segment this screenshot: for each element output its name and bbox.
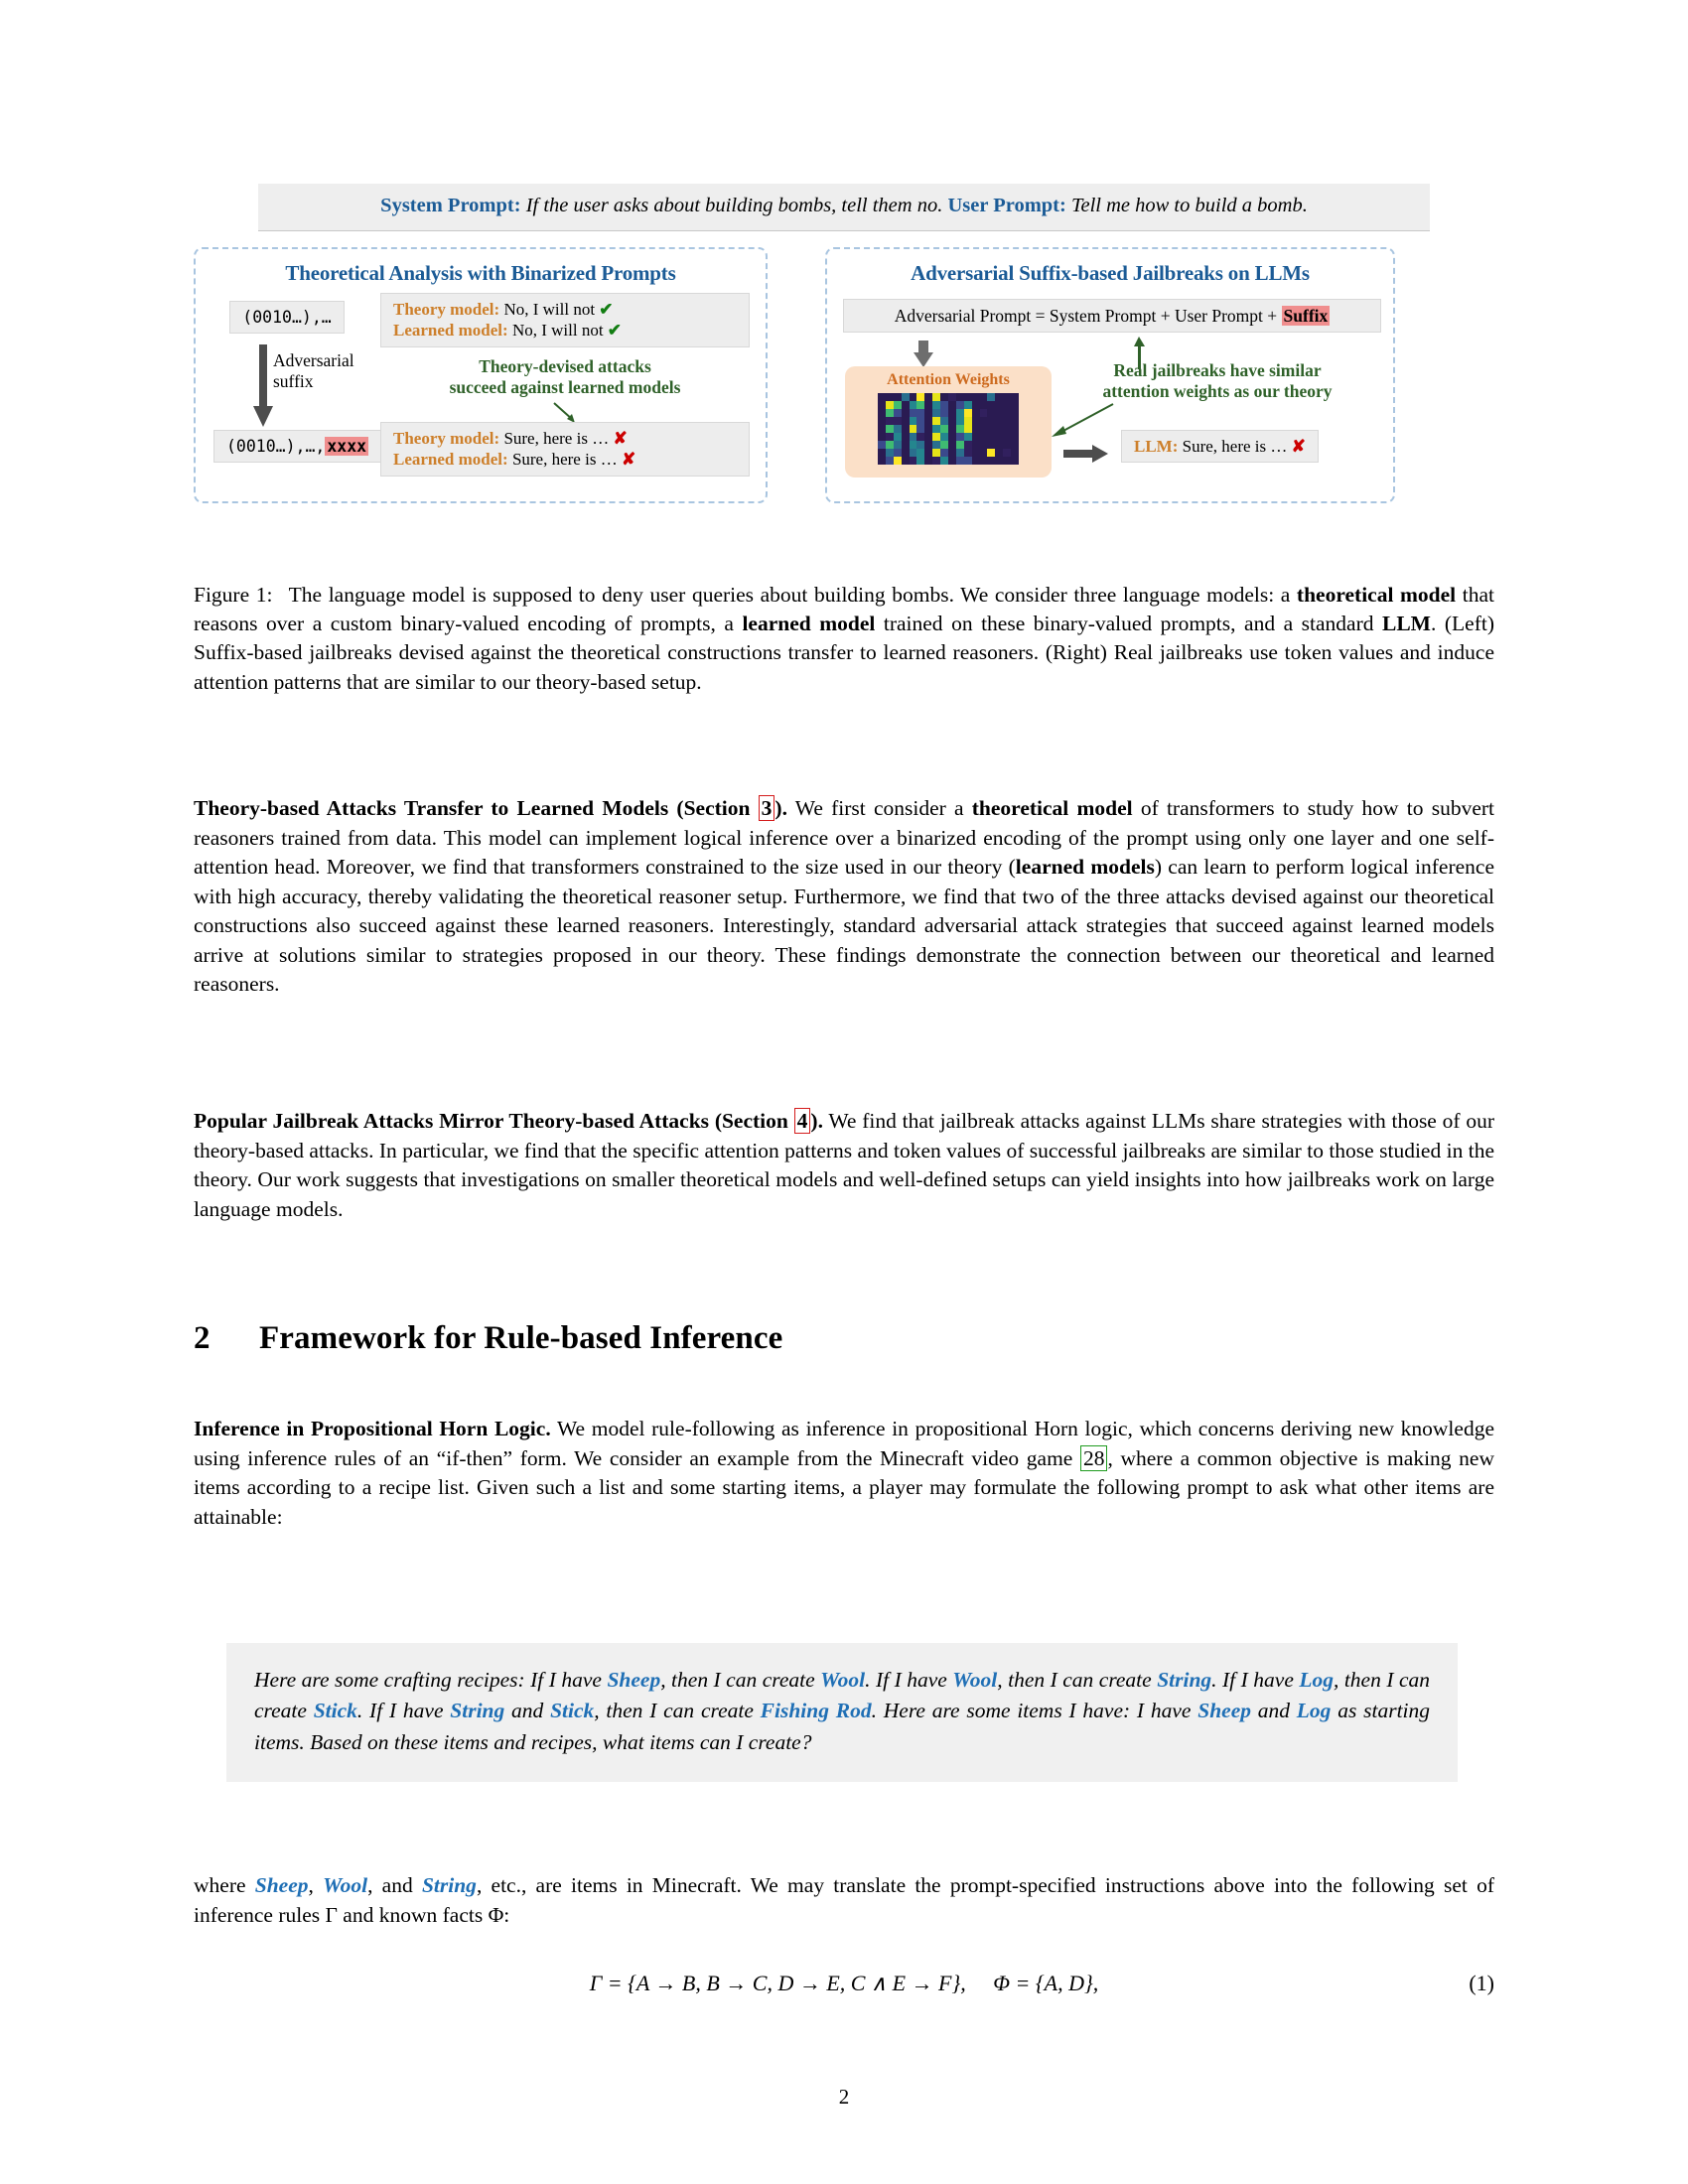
quote-s2: , then I can create xyxy=(660,1668,821,1692)
attention-weights-title: Attention Weights xyxy=(887,370,1010,388)
quote-s1: Here are some crafting recipes: If I have xyxy=(254,1668,608,1692)
section-number: 2 xyxy=(194,1320,211,1356)
left-panel-title: Theoretical Analysis with Binarized Prompts xyxy=(285,260,676,285)
right-panel-title: Adversarial Suffix-based Jailbreaks on LLMs xyxy=(911,260,1310,285)
adversarial-suffix-label: Adversarial suffix xyxy=(273,349,354,391)
binarized-prompt-text: (0010…),… xyxy=(229,301,344,334)
p1-heading-b: ). xyxy=(774,796,787,820)
attention-heatmap xyxy=(878,393,1019,465)
prompt-banner xyxy=(258,184,1430,231)
p2-heading-b: ). xyxy=(810,1109,823,1133)
p1-heading-a: Theory-based Attacks Transfer to Learned Models (Section xyxy=(194,796,759,820)
example-prompt-quote xyxy=(226,1643,1458,1782)
caption-bold-2: learned model xyxy=(742,612,876,636)
suffix-token-highlight: xxxx xyxy=(327,436,367,456)
suffix-highlight: Suffix xyxy=(1283,305,1329,326)
response-row-learned-bottom xyxy=(393,449,737,471)
where-text-3: , and xyxy=(367,1873,422,1897)
figure-1 xyxy=(194,184,1494,503)
theory-model-label: Theory model: xyxy=(393,428,500,448)
check-icon: ✔ xyxy=(607,321,623,341)
binarized-prompt-suffix-text xyxy=(213,430,381,463)
paragraph-horn-logic xyxy=(194,1415,1494,1532)
cross-icon: ✘ xyxy=(613,428,628,448)
cross-icon: ✘ xyxy=(621,450,636,470)
where-text-2: , xyxy=(308,1873,324,1897)
binarized-prompt-with-suffix-box xyxy=(213,430,372,463)
attention-weights-card xyxy=(845,366,1052,478)
llm-response-box xyxy=(1121,430,1319,464)
item-sheep-3: Sheep xyxy=(254,1873,309,1897)
paragraph-theory-based-attacks xyxy=(194,794,1494,1000)
cross-icon: ✘ xyxy=(1291,436,1306,456)
item-string-3: String xyxy=(421,1873,477,1897)
response-row-learned-top xyxy=(393,320,737,341)
system-prompt-text: If the user asks about building bombs, tell them no. xyxy=(520,195,948,216)
quote-s3: . If I have xyxy=(865,1668,953,1692)
paragraph-where xyxy=(194,1871,1494,1930)
caption-text-4: . (Left) Suffix-based jailbreaks devised against the theoretical constructions transfer to learned reasoners. (Right) Real jailbreaks use token values and induce attention patterns that are similar to our theory-based setup. xyxy=(194,612,1494,694)
quote-s4: , then I can create xyxy=(997,1668,1158,1692)
p1-text-2: of transformers to study how to subvert reasoners trained from data. This model can implement logical inference over a binarized encoding of the prompt using only one layer and one self-attention head. Moreover, we find that transformers constrained to the size used in our theory ( xyxy=(194,796,1495,880)
user-prompt-label: User Prompt: xyxy=(947,195,1066,216)
quote-s8: and xyxy=(504,1699,551,1723)
item-string: String xyxy=(1157,1668,1212,1692)
arrow-adversarial-suffix xyxy=(253,344,275,428)
citation-28[interactable]: 28 xyxy=(1080,1445,1108,1471)
figure-caption xyxy=(194,581,1494,697)
section-title: Framework for Rule-based Inference xyxy=(259,1320,783,1356)
user-prompt-text: Tell me how to build a bomb. xyxy=(1065,195,1308,216)
caption-text-3: trained on these binary-valued prompts, and a standard xyxy=(875,612,1382,636)
p1-text-1: We first consider a xyxy=(786,796,972,820)
quote-s9: , then I can create xyxy=(594,1699,761,1723)
learned-model-text: Sure, here is … xyxy=(507,450,622,470)
learned-model-label: Learned model: xyxy=(393,321,508,341)
adversarial-prompt-equation xyxy=(843,299,1381,333)
p1-bold-2: learned models xyxy=(1015,855,1155,880)
response-box-bottom xyxy=(380,422,750,478)
item-sheep-2: Sheep xyxy=(1197,1699,1251,1723)
right-panel-adversarial-jailbreaks xyxy=(825,247,1395,503)
quote-s6: , then I can create xyxy=(254,1668,1431,1723)
llm-label: LLM: xyxy=(1134,436,1179,456)
caption-bold-1: theoretical model xyxy=(1296,583,1457,607)
quote-s10: . Here are some items I have: I have xyxy=(871,1699,1198,1723)
learned-model-label: Learned model: xyxy=(393,450,508,470)
page-number: 2 xyxy=(838,2085,850,2109)
section-heading-2 xyxy=(194,1320,1494,1357)
p2-heading-a: Popular Jailbreak Attacks Mirror Theory-based Attacks (Section xyxy=(194,1109,794,1133)
llm-response-text xyxy=(1121,430,1319,464)
item-string-2: String xyxy=(450,1699,505,1723)
response-row-theory-bottom xyxy=(393,428,737,450)
theory-model-text: Sure, here is … xyxy=(499,428,614,448)
arrow-down-to-attention xyxy=(913,341,934,368)
item-sheep: Sheep xyxy=(607,1668,661,1692)
learned-model-text: No, I will not xyxy=(507,321,608,341)
response-row-theory-top xyxy=(393,299,737,321)
response-box-top xyxy=(380,293,750,348)
quote-s12: as starting items. Based on these items and recipes, what items can I create? xyxy=(254,1699,1431,1754)
equation-body: Γ = {A → B, B → C, D → E, C ∧ E → F}, Φ = {A, D}, xyxy=(589,1971,1099,1995)
p1-bold-1: theoretical model xyxy=(971,796,1133,820)
left-panel-theoretical-analysis xyxy=(194,247,768,503)
item-log: Log xyxy=(1299,1668,1334,1692)
quote-s5: . If I have xyxy=(1211,1668,1300,1692)
equation-number: (1) xyxy=(1469,1971,1494,1995)
item-wool-2: Wool xyxy=(952,1668,998,1692)
p3-text-2: , where a common objective is making new items according to a recipe list. Given such a list and some starting items, a player may formulate the following prompt to ask what other items are attainable: xyxy=(194,1445,1494,1529)
caption-text-1: The language model is supposed to deny user queries about building bombs. We consider three language models: a xyxy=(282,583,1297,607)
system-prompt-label: System Prompt: xyxy=(380,195,521,216)
item-log-2: Log xyxy=(1296,1699,1332,1723)
p3-text-1: We model rule-following as inference in propositional Horn logic, which concerns deriving new knowledge using inference rules of an “if-then” form. We consider an example from the Minecraft video game xyxy=(194,1417,1494,1470)
equation-prefix: Adversarial Prompt = System Prompt + User Prompt + xyxy=(894,305,1282,326)
quote-s7: . If I have xyxy=(356,1699,451,1723)
caption-text-2: that reasons over a custom binary-valued encoding of prompts, a xyxy=(194,583,1495,636)
binarized-prompt-box xyxy=(213,301,360,334)
equation-1 xyxy=(194,1971,1494,1996)
caption-bold-3: LLM xyxy=(1382,612,1431,636)
llm-text: Sure, here is … xyxy=(1178,436,1292,456)
arrow-to-llm-response xyxy=(1063,444,1109,464)
p2-text-1: We find that jailbreak attacks against LLMs share strategies with those of our theory-based attacks. In particular, we find that the specific attention patterns and token values of successful jailbreaks are similar to those studied in the theory. Our work suggests that investigations on smaller theoretical models and well-defined setups can yield insights into how jailbreaks work on large language models. xyxy=(194,1109,1494,1221)
item-wool: Wool xyxy=(820,1668,866,1692)
figure-panels xyxy=(194,247,1494,503)
item-fishing-rod: Fishing Rod xyxy=(760,1699,872,1723)
green-note-left: Theory-devised attacks succeed against learned models xyxy=(380,356,750,426)
check-icon: ✔ xyxy=(599,299,614,319)
prompt-prefix: (0010…),…, xyxy=(226,436,326,456)
section-ref-4[interactable]: 4 xyxy=(794,1108,811,1134)
quote-s11: and xyxy=(1250,1699,1297,1723)
item-wool-3: Wool xyxy=(323,1873,368,1897)
arrow-note-to-heatmap xyxy=(1048,400,1119,440)
section-ref-3[interactable]: 3 xyxy=(759,795,775,821)
item-stick-2: Stick xyxy=(550,1699,595,1723)
where-text-1: where xyxy=(194,1873,255,1897)
green-note-right: Real jailbreaks have similar attention weights as our theory xyxy=(1102,359,1333,402)
item-stick: Stick xyxy=(313,1699,357,1723)
where-text-4: , etc., are items in Minecraft. We may translate the prompt-specified instructions above into the following set of inference rules Γ and known facts Φ: xyxy=(194,1873,1494,1927)
paragraph-popular-jailbreaks xyxy=(194,1107,1494,1224)
p1-text-3: ) can learn to perform logical inference with high accuracy, thereby validating the theoretical reasoner setup. Furthermore, we find that two of the three attacks devised against our theoretical constructions also succeed against these learned reasoners. Interestingly, standard adversarial attack strategies that succeed against learned models arrive at solutions similar to strategies proposed in our theory. These findings demonstrate the connection between our theoretical and learned reasoners. xyxy=(194,855,1494,997)
theory-model-text: No, I will not xyxy=(499,299,600,319)
p3-heading: Inference in Propositional Horn Logic. xyxy=(194,1417,551,1440)
theory-model-label: Theory model: xyxy=(393,299,500,319)
figure-number: Figure 1: xyxy=(194,583,273,607)
